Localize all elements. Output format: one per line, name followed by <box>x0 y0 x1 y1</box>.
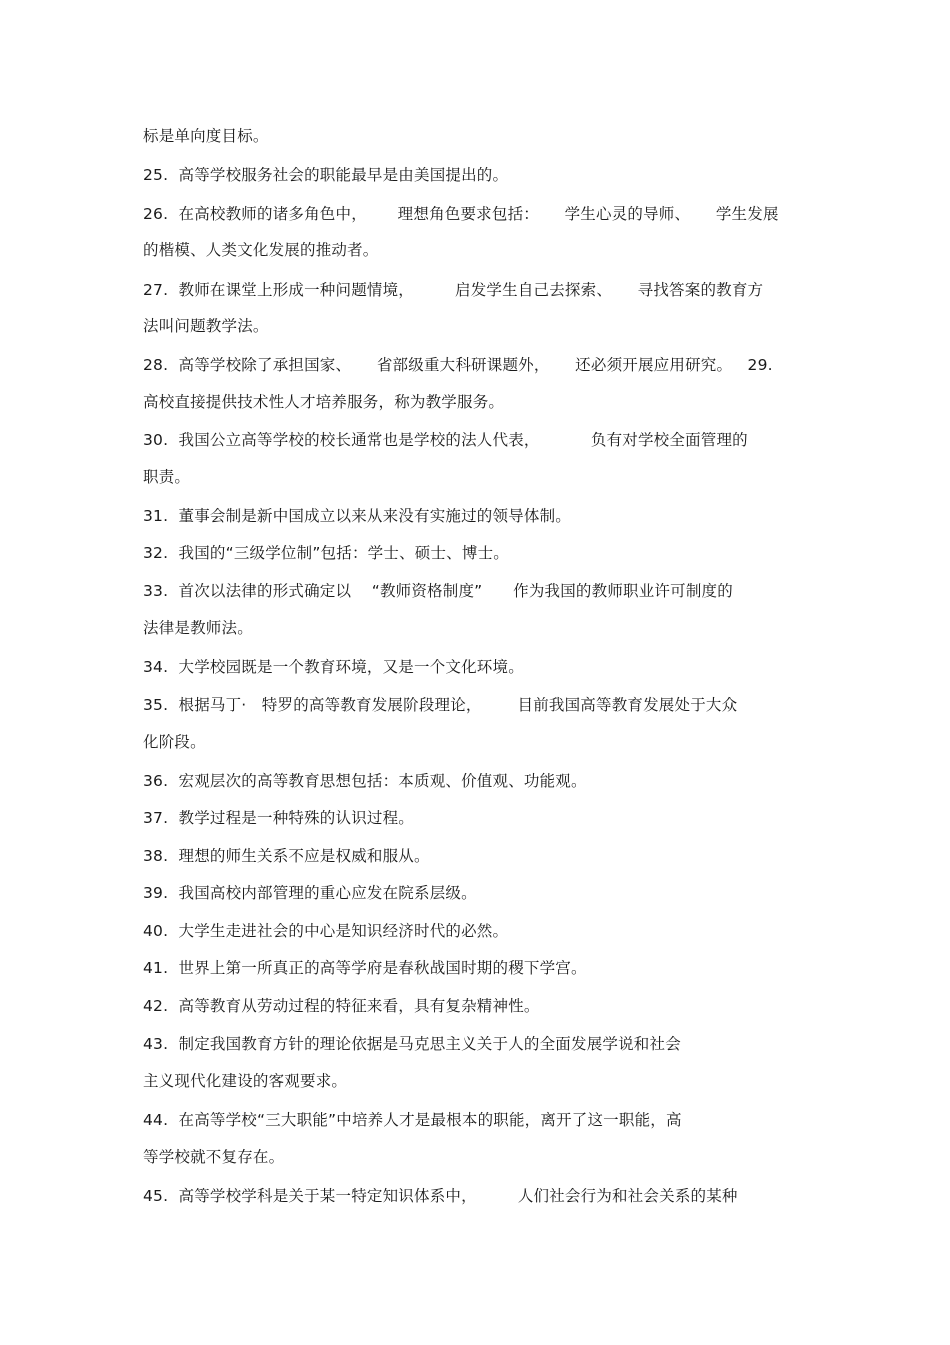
text-line: 法叫问题教学法。 <box>143 317 269 335</box>
text-line: 36. 宏观层次的高等教育思想包括：本质观、价值观、功能观。 <box>143 772 587 790</box>
text-line: 法律是教师法。 <box>143 619 253 637</box>
text-line: 38. 理想的师生关系不应是权威和服从。 <box>143 847 430 865</box>
text-line: 标是单向度目标。 <box>143 127 269 145</box>
text-line: 32. 我国的“三级学位制”包括：学士、硕士、博士。 <box>143 544 509 562</box>
text-line: 职责。 <box>143 468 191 486</box>
text-line: 28. 高等学校除了承担国家、 省部级重大科研课题外， 还必须开展应用研究。 29. <box>143 356 773 374</box>
text-line: 33. 首次以法律的形式确定以 “教师资格制度” 作为我国的教师职业许可制度的 <box>143 582 733 600</box>
text-line: 43. 制定我国教育方针的理论依据是马克思主义关于人的全面发展学说和社会 <box>143 1035 681 1053</box>
text-line: 37. 教学过程是一种特殊的认识过程。 <box>143 809 415 827</box>
text-line: 34. 大学校园既是一个教育环境，又是一个文化环境。 <box>143 658 524 676</box>
text-line: 等学校就不复存在。 <box>143 1148 285 1166</box>
text-line: 26. 在高校教师的诸多角色中， 理想角色要求包括： 学生心灵的导师、 学生发展 <box>143 205 779 223</box>
text-line: 高校直接提供技术性人才培养服务，称为教学服务。 <box>143 393 505 411</box>
text-line: 42. 高等教育从劳动过程的特征来看，具有复杂精神性。 <box>143 997 540 1015</box>
text-line: 的楷模、人类文化发展的推动者。 <box>143 241 379 259</box>
text-line: 41. 世界上第一所真正的高等学府是春秋战国时期的稷下学宫。 <box>143 959 587 977</box>
text-line: 35. 根据马丁· 特罗的高等教育发展阶段理论， 目前我国高等教育发展处于大众 <box>143 696 738 714</box>
text-line: 31. 董事会制是新中国成立以来从来没有实施过的领导体制。 <box>143 507 572 525</box>
text-line: 40. 大学生走进社会的中心是知识经济时代的必然。 <box>143 922 509 940</box>
text-line: 27. 教师在课堂上形成一种问题情境， 启发学生自己去探索、 寻找答案的教育方 <box>143 281 764 299</box>
text-line: 主义现代化建设的客观要求。 <box>143 1072 348 1090</box>
text-line: 45. 高等学校学科是关于某一特定知识体系中， 人们社会行为和社会关系的某种 <box>143 1187 738 1205</box>
text-line: 化阶段。 <box>143 733 206 751</box>
text-line: 39. 我国高校内部管理的重心应发在院系层级。 <box>143 884 477 902</box>
text-line: 30. 我国公立高等学校的校长通常也是学校的法人代表， 负有对学校全面管理的 <box>143 431 748 449</box>
text-line: 25. 高等学校服务社会的职能最早是由美国提出的。 <box>143 166 509 184</box>
text-line: 44. 在高等学校“三大职能”中培养人才是最根本的职能，离开了这一职能，高 <box>143 1111 682 1129</box>
